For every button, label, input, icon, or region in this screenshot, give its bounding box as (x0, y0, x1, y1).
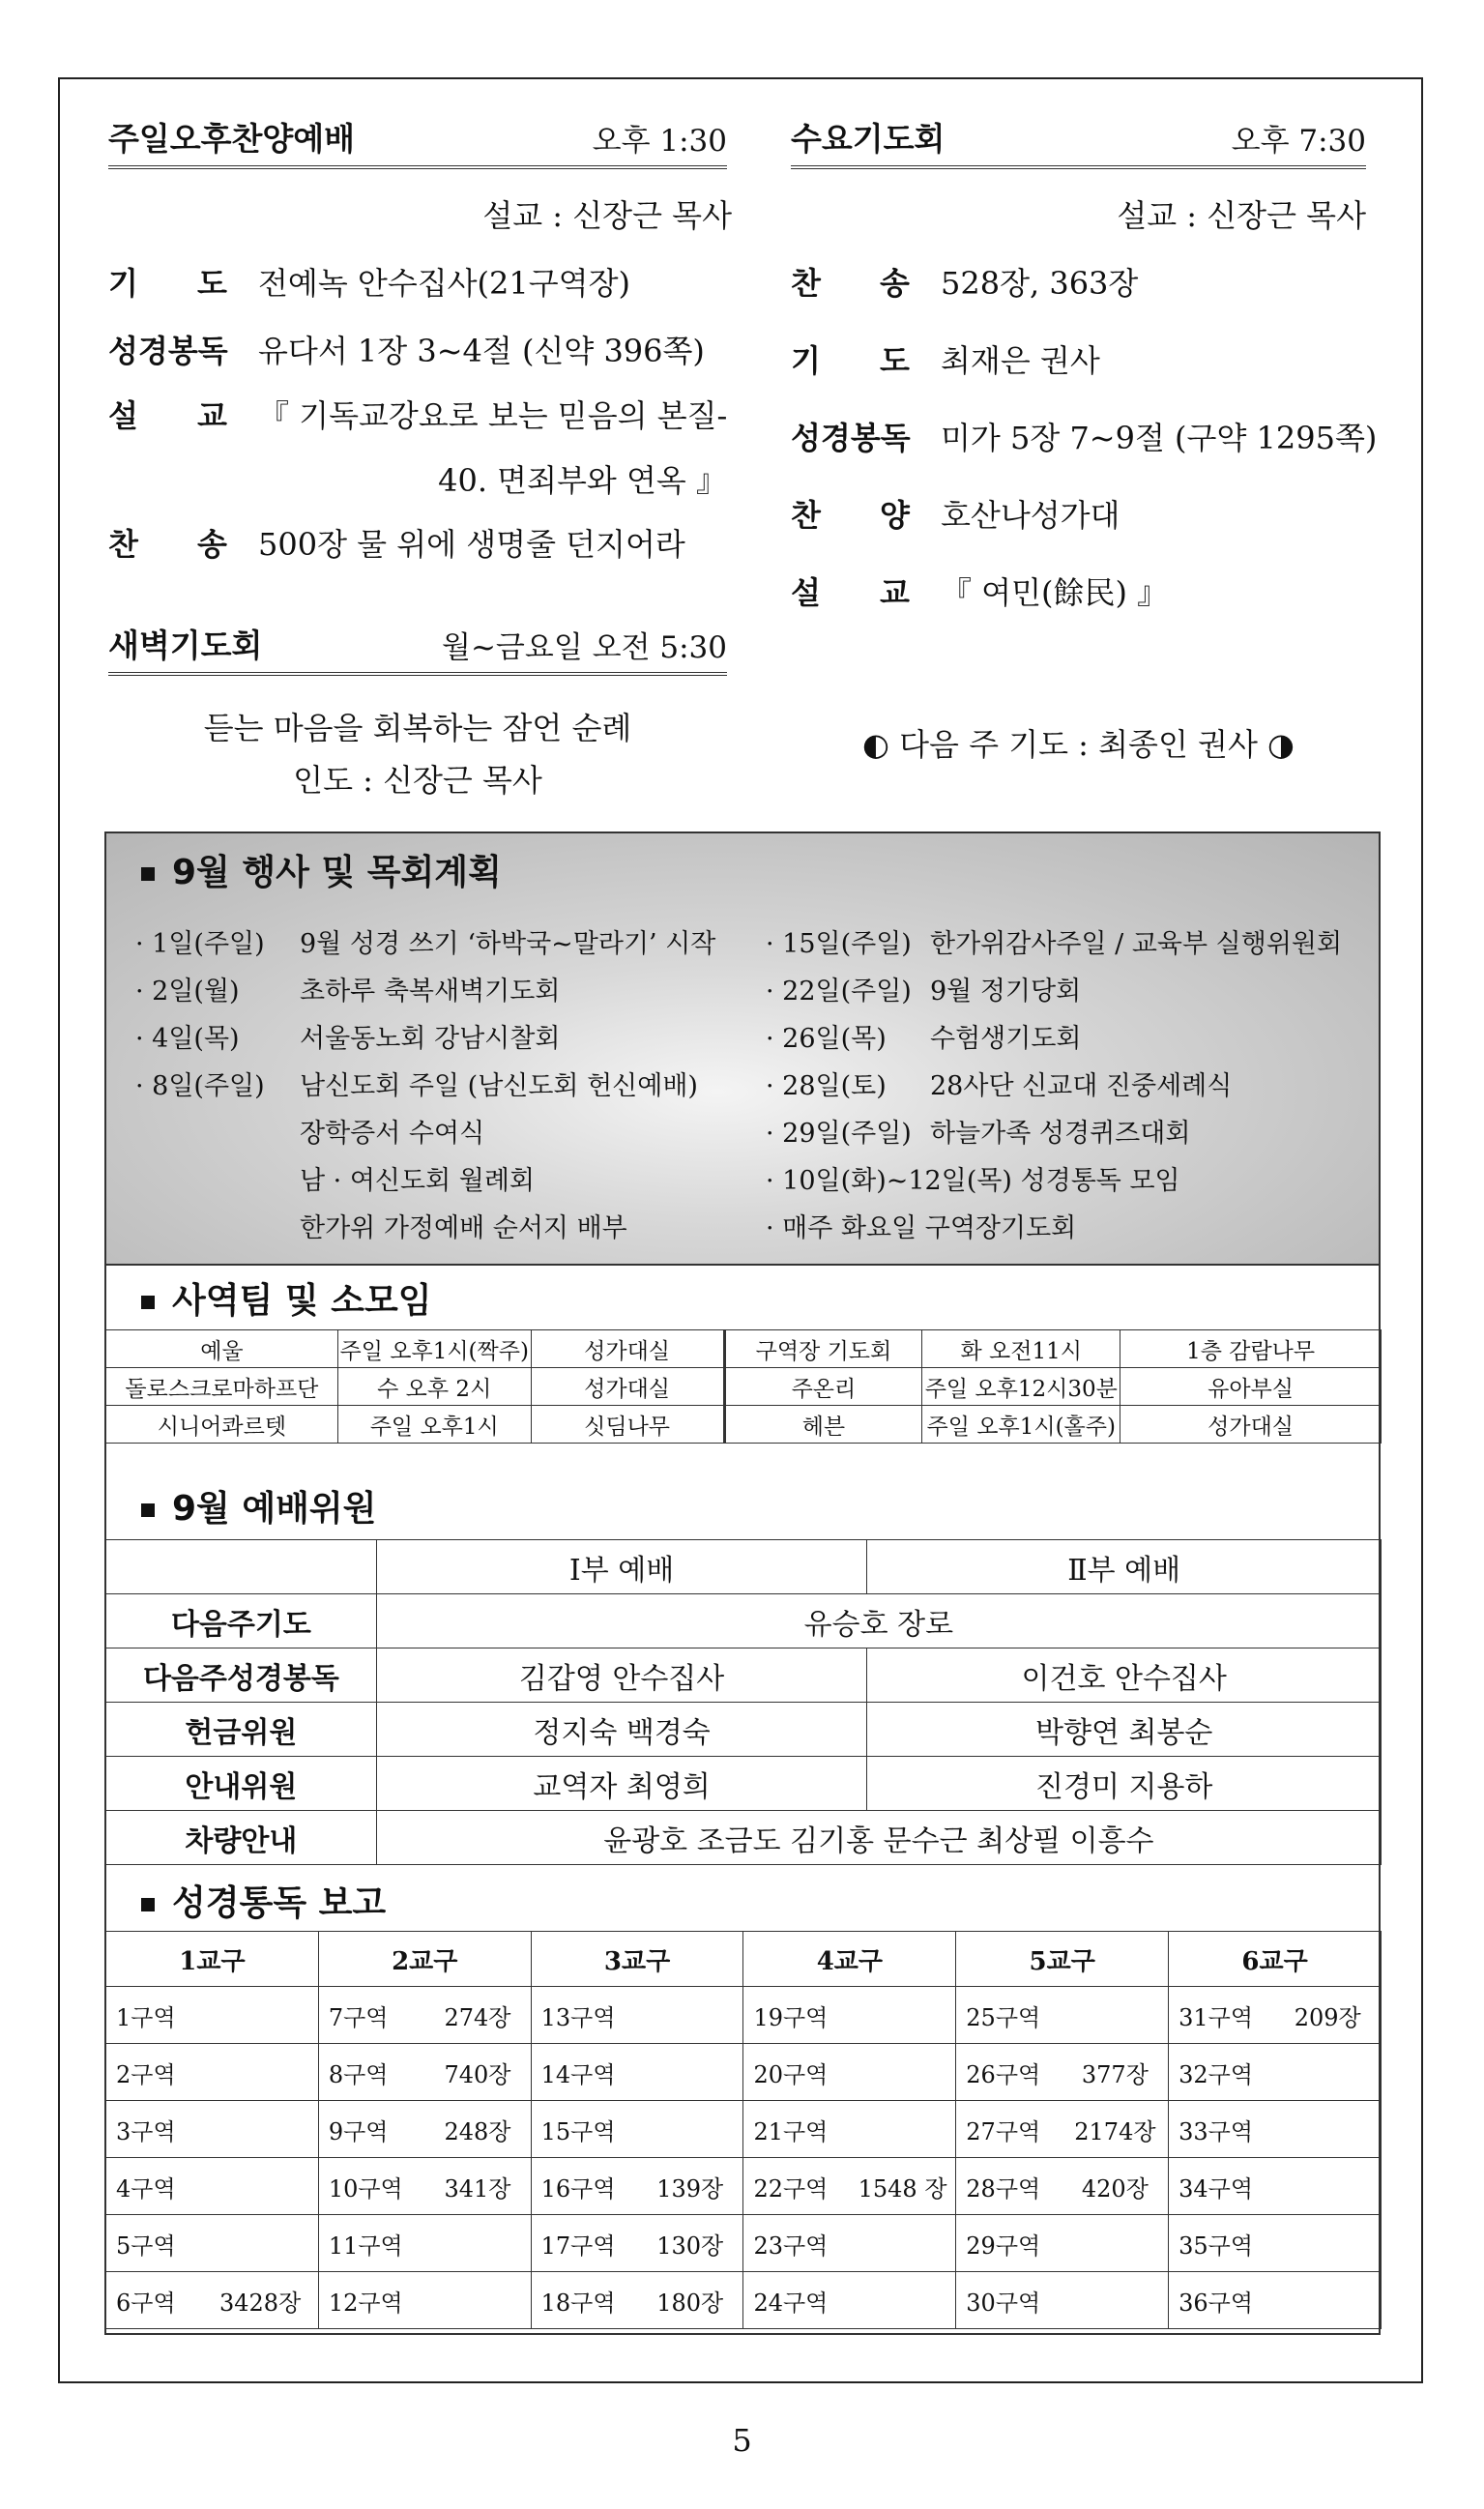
item-value: 500장 물 위에 생명줄 던지어라 (258, 526, 685, 563)
square-bullet-icon (141, 1503, 155, 1517)
event-date: · 29일(주일) (766, 1119, 912, 1149)
region-cell: 25구역 (956, 1987, 1062, 2044)
item-value: 『 기독교강요로 보는 믿음의 본질- (258, 397, 728, 434)
item-label: 기 도 (791, 342, 910, 379)
chapter-count-cell (424, 2215, 531, 2272)
sunday-item (108, 259, 630, 304)
event-item (135, 1159, 535, 1197)
region-cell: 17구역 (531, 2215, 637, 2272)
table-row (106, 2272, 1382, 2329)
event-date: · 26일(목) (766, 1024, 887, 1054)
event-text: 남신도회 주일 (남신도회 헌신예배) (300, 1071, 698, 1101)
events-header (106, 845, 1379, 894)
item-value: 유다서 1장 3~4절 (신약 396쪽) (258, 333, 705, 369)
item-label: 찬 양 (791, 497, 910, 534)
chapter-count-cell (202, 1987, 318, 2044)
dawn-prayer-leader: 인도 : 신장근 목사 (293, 762, 542, 799)
chapter-count-cell (1062, 1987, 1169, 2044)
region-cell: 35구역 (1169, 2215, 1275, 2272)
event-date: · 22일(주일) (766, 977, 912, 1007)
chapter-count-cell: 740장 (424, 2044, 531, 2101)
wednesday-item (791, 569, 1168, 613)
table-header-row (106, 1932, 1382, 1987)
region-cell: 32구역 (1169, 2044, 1275, 2101)
table-row (106, 2158, 1382, 2215)
district-header: 3교구 (531, 1932, 743, 1987)
table-cell: 교역자 최영희 (376, 1757, 867, 1811)
table-row (106, 1540, 1382, 1594)
event-item (766, 922, 1342, 960)
chapter-count-cell: 248장 (424, 2101, 531, 2158)
ministry-title: 사역팀 및 소모임 (172, 1281, 432, 1321)
region-cell: 19구역 (743, 1987, 850, 2044)
event-date: · 15일(주일) (766, 929, 912, 959)
chapter-count-cell (1275, 2044, 1382, 2101)
region-cell: 2구역 (106, 2044, 203, 2101)
sunday-item (108, 392, 727, 436)
event-text: 초하루 축복새벽기도회 (300, 977, 561, 1007)
table-cell: 성가대실 (531, 1330, 724, 1368)
chapter-count-cell (202, 2044, 318, 2101)
event-item (135, 1065, 698, 1102)
table-cell (106, 1540, 377, 1594)
chapter-count-cell (850, 1987, 956, 2044)
table-cell: 구역장 기도회 (724, 1330, 922, 1368)
event-date: · 2일(월) (135, 977, 240, 1007)
worship-col-1: Ⅰ부 예배 (376, 1540, 867, 1594)
chapter-count-cell (637, 2101, 743, 2158)
worship-staff-header (106, 1481, 1379, 1531)
square-bullet-icon (141, 867, 155, 881)
event-text: 28사단 신교대 진중세례식 (930, 1071, 1233, 1101)
region-cell: 1구역 (106, 1987, 203, 2044)
table-cell: 윤광호 조금도 김기홍 문수근 최상필 이흥수 (376, 1811, 1381, 1865)
table-row (106, 2044, 1382, 2101)
event-date: · 4일(목) (135, 1024, 240, 1054)
chapter-count-cell (202, 2158, 318, 2215)
district-header: 1교구 (106, 1932, 319, 1987)
region-cell: 13구역 (531, 1987, 637, 2044)
region-cell: 12구역 (318, 2272, 424, 2329)
table-row (106, 2215, 1382, 2272)
chapter-count-cell: 2174장 (1062, 2101, 1169, 2158)
wednesday-service-header (791, 114, 1366, 169)
sunday-service-title: 주일오후찬양예배 (108, 120, 356, 158)
chapter-count-cell (850, 2044, 956, 2101)
table-row (106, 1757, 1382, 1811)
event-text: 9월 성경 쓰기 ‘하박국~말라기’ 시작 (300, 929, 716, 959)
table-cell: 성가대실 (531, 1368, 724, 1406)
row-header: 차량안내 (106, 1811, 377, 1865)
chapter-count-cell: 3428장 (202, 2272, 318, 2329)
ministry-header (106, 1273, 1379, 1323)
event-item (766, 1159, 1180, 1197)
item-value: 528장, 363장 (941, 265, 1139, 302)
region-cell: 30구역 (956, 2272, 1062, 2329)
table-row (106, 2101, 1382, 2158)
dawn-prayer-title: 새벽기도회 (108, 627, 263, 664)
events-title: 9월 행사 및 목회계획 (172, 853, 502, 892)
table-cell: 1층 감람나무 (1120, 1330, 1382, 1368)
chapter-count-cell (1062, 2215, 1169, 2272)
region-cell: 9구역 (318, 2101, 424, 2158)
table-row (106, 1648, 1382, 1703)
event-item (766, 1065, 1232, 1102)
item-label: 기 도 (108, 265, 227, 302)
event-item (135, 1017, 560, 1055)
worship-col-2: Ⅱ부 예배 (867, 1540, 1382, 1594)
sunday-item-cont (108, 456, 727, 501)
table-cell: 헤븐 (724, 1406, 922, 1444)
event-text: 장학증서 수여식 (300, 1119, 485, 1149)
region-cell: 11구역 (318, 2215, 424, 2272)
region-cell: 16구역 (531, 2158, 637, 2215)
region-cell: 4구역 (106, 2158, 203, 2215)
district-header: 2교구 (318, 1932, 531, 1987)
region-cell: 14구역 (531, 2044, 637, 2101)
dawn-prayer-time: 월~금요일 오전 5:30 (442, 630, 727, 665)
schedule-box (104, 831, 1381, 2335)
chapter-count-cell (1275, 2101, 1382, 2158)
wednesday-item (791, 259, 1138, 304)
bible-report-header (106, 1876, 1379, 1925)
table-cell: 정지숙 백경숙 (376, 1703, 867, 1757)
event-text: 9월 정기당회 (930, 977, 1082, 1007)
region-cell: 18구역 (531, 2272, 637, 2329)
region-cell: 26구역 (956, 2044, 1062, 2101)
wednesday-item (791, 414, 1377, 458)
table-cell: 진경미 지용하 (867, 1757, 1382, 1811)
table-cell: 예울 (106, 1330, 338, 1368)
region-cell: 34구역 (1169, 2158, 1275, 2215)
row-header: 다음주성경봉독 (106, 1648, 377, 1703)
event-item (766, 970, 1081, 1007)
worship-staff-table (105, 1539, 1382, 1865)
table-cell: 김갑영 안수집사 (376, 1648, 867, 1703)
item-label: 설 교 (108, 397, 227, 434)
chapter-count-cell (1062, 2272, 1169, 2329)
wednesday-service-title: 수요기도회 (791, 120, 946, 158)
event-date: · 28일(토) (766, 1071, 887, 1101)
table-cell: 유승호 장로 (376, 1594, 1381, 1648)
chapter-count-cell (850, 2215, 956, 2272)
worship-staff-title: 9월 예배위원 (172, 1489, 377, 1529)
bible-report-title: 성경통독 보고 (172, 1883, 387, 1923)
event-item (135, 1112, 484, 1150)
chapter-count-cell: 377장 (1062, 2044, 1169, 2101)
event-item (135, 922, 715, 960)
event-date: · 10일(화)~12일(목) 성경통독 모임 (766, 1166, 1180, 1196)
event-text: 하늘가족 성경퀴즈대회 (930, 1119, 1191, 1149)
event-text: 한가위 가정예배 순서지 배부 (300, 1213, 627, 1243)
region-cell: 22구역 (743, 2158, 850, 2215)
table-cell: 화 오전11시 (922, 1330, 1120, 1368)
region-cell: 31구역 (1169, 1987, 1275, 2044)
event-item (766, 1112, 1190, 1150)
region-cell: 29구역 (956, 2215, 1062, 2272)
event-date: · 8일(주일) (135, 1071, 265, 1101)
event-text: 서울동노회 강남시찰회 (300, 1024, 561, 1054)
table-row (106, 1703, 1382, 1757)
event-text: 한가위감사주일 / 교육부 실행위원회 (930, 929, 1343, 959)
region-cell: 7구역 (318, 1987, 424, 2044)
table-row (106, 1406, 1382, 1444)
item-value: 미가 5장 7~9절 (구약 1295쪽) (941, 420, 1378, 456)
table-row (106, 1330, 1382, 1368)
table-cell: 돌로스크로마하프단 (106, 1368, 338, 1406)
region-cell: 5구역 (106, 2215, 203, 2272)
table-row (106, 1594, 1382, 1648)
region-cell: 33구역 (1169, 2101, 1275, 2158)
sunday-item (108, 520, 685, 565)
event-text: 남 · 여신도회 월례회 (300, 1166, 535, 1196)
table-cell: 주일 오후1시 (337, 1406, 531, 1444)
table-cell: 주일 오후1시(홀주) (922, 1406, 1120, 1444)
region-cell: 6구역 (106, 2272, 203, 2329)
bible-report-table (105, 1931, 1382, 2329)
item-value: 40. 면죄부와 연옥 』 (438, 462, 727, 499)
table-cell: 주일 오후1시(짝주) (337, 1330, 531, 1368)
chapter-count-cell (202, 2215, 318, 2272)
chapter-count-cell: 139장 (637, 2158, 743, 2215)
chapter-count-cell: 130장 (637, 2215, 743, 2272)
region-cell: 28구역 (956, 2158, 1062, 2215)
chapter-count-cell (1275, 2158, 1382, 2215)
event-date: · 1일(주일) (135, 929, 265, 959)
chapter-count-cell: 420장 (1062, 2158, 1169, 2215)
item-label: 설 교 (791, 574, 910, 611)
item-label: 찬 송 (791, 265, 910, 302)
district-header: 4교구 (743, 1932, 956, 1987)
item-value: 호산나성가대 (941, 497, 1120, 534)
chapter-count-cell (637, 2044, 743, 2101)
event-item (135, 970, 560, 1007)
item-value: 전예녹 안수집사(21구역장) (258, 265, 630, 302)
chapter-count-cell (424, 2272, 531, 2329)
row-header: 헌금위원 (106, 1703, 377, 1757)
table-cell: 수 오후 2시 (337, 1368, 531, 1406)
dawn-prayer-header (108, 621, 727, 676)
table-cell: 유아부실 (1120, 1368, 1382, 1406)
sunday-service-header (108, 114, 727, 169)
sunday-preacher: 설교 : 신장근 목사 (482, 197, 732, 234)
region-cell: 24구역 (743, 2272, 850, 2329)
chapter-count-cell: 1548 장 (850, 2158, 956, 2215)
table-cell: 이건호 안수집사 (867, 1648, 1382, 1703)
table-cell: 박향연 최봉순 (867, 1703, 1382, 1757)
page-number: 5 (732, 2422, 752, 2459)
event-item (766, 1017, 1082, 1055)
chapter-count-cell: 209장 (1275, 1987, 1382, 2044)
district-header: 6교구 (1169, 1932, 1382, 1987)
chapter-count-cell: 274장 (424, 1987, 531, 2044)
sunday-service-time: 오후 1:30 (592, 124, 727, 159)
event-item (135, 1207, 627, 1244)
table-cell: 싯딤나무 (531, 1406, 724, 1444)
region-cell: 3구역 (106, 2101, 203, 2158)
region-cell: 23구역 (743, 2215, 850, 2272)
item-value: 최재은 권사 (941, 342, 1100, 379)
region-cell: 15구역 (531, 2101, 637, 2158)
square-bullet-icon (141, 1898, 155, 1911)
chapter-count-cell (1275, 2215, 1382, 2272)
next-week-prayer: ◐ 다음 주 기도 : 최종인 권사 ◑ (862, 726, 1295, 763)
region-cell: 20구역 (743, 2044, 850, 2101)
row-header: 다음주기도 (106, 1594, 377, 1648)
wednesday-service-time: 오후 7:30 (1231, 124, 1366, 159)
table-row (106, 1987, 1382, 2044)
item-label: 찬 송 (108, 526, 227, 563)
chapter-count-cell (1275, 2272, 1382, 2329)
region-cell: 21구역 (743, 2101, 850, 2158)
region-cell: 10구역 (318, 2158, 424, 2215)
dawn-prayer-theme: 듣는 마음을 회복하는 잠언 순례 (203, 710, 632, 746)
wednesday-item (791, 491, 1120, 536)
chapter-count-cell (850, 2101, 956, 2158)
chapter-count-cell: 180장 (637, 2272, 743, 2329)
event-date: · 매주 화요일 구역장기도회 (766, 1213, 1077, 1243)
table-cell: 주일 오후12시30분 (922, 1368, 1120, 1406)
item-label: 성경봉독 (791, 420, 911, 456)
row-header: 안내위원 (106, 1757, 377, 1811)
ministry-table (105, 1329, 1382, 1444)
event-item (766, 1207, 1076, 1244)
chapter-count-cell (202, 2101, 318, 2158)
table-cell: 주온리 (724, 1368, 922, 1406)
wednesday-item (791, 336, 1100, 381)
table-cell: 성가대실 (1120, 1406, 1382, 1444)
square-bullet-icon (141, 1296, 155, 1309)
wednesday-preacher: 설교 : 신장근 목사 (1117, 197, 1366, 234)
district-header: 5교구 (956, 1932, 1169, 1987)
table-row (106, 1811, 1382, 1865)
event-text: 수험생기도회 (930, 1024, 1082, 1054)
chapter-count-cell: 341장 (424, 2158, 531, 2215)
sunday-item (108, 327, 705, 371)
item-value: 『 여민(餘民) 』 (941, 574, 1169, 611)
table-row (106, 1368, 1382, 1406)
region-cell: 36구역 (1169, 2272, 1275, 2329)
bible-table-body (106, 1932, 1382, 2329)
chapter-count-cell (850, 2272, 956, 2329)
region-cell: 27구역 (956, 2101, 1062, 2158)
item-label: 성경봉독 (108, 333, 228, 369)
chapter-count-cell (637, 1987, 743, 2044)
table-cell: 시니어콰르텟 (106, 1406, 338, 1444)
region-cell: 8구역 (318, 2044, 424, 2101)
